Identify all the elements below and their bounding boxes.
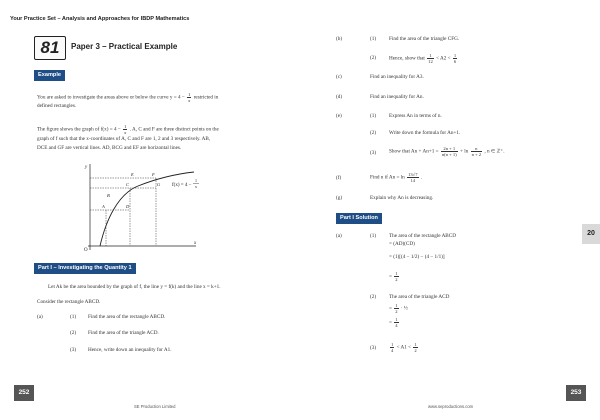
question-a3-text: Hence, write down an inequality for A1. [88,347,172,353]
solution-a-label: (a) [336,233,342,239]
solution-a2-number: (2) [370,294,377,300]
a2-line-2-rhs: · ½ [400,305,408,312]
function-fraction [123,124,127,135]
point-label-b: B [107,193,110,198]
a3-right-den: 2 [414,348,417,353]
figure-line-2: graph of f such that the x-coordinates of A, C and F are 1, 2 and 3 respectively. AB, [37,136,211,142]
question-e3-text [389,146,505,157]
page-number-left: 252 [14,385,34,401]
solution-a1-line-4 [389,271,400,282]
f-start: Find n if An = ln [370,174,405,181]
b2-left-fraction-num: 1 [427,53,434,59]
e3-fraction-2-den: n + 2 [471,152,482,157]
e3-start: Show that An + An+1 = [389,148,439,155]
question-b2-text [389,53,458,64]
a2-line-3-den: 4 [395,323,398,328]
figure-line-1-start: The figure shows the graph of [37,126,100,133]
part1-label: Part I – Investigating the Quantity 1 [34,263,136,274]
a2-line-3-num: 1 [395,317,398,322]
b2-middle: < A2 < [436,55,451,62]
a3-left-den: 4 [391,348,394,353]
e3-fraction-1-den: n(n + 1) [441,152,457,157]
example-label: Example [34,70,65,81]
function-fraction-num: 1 [124,124,127,129]
solution-a1-line-3: = (1)[(4 − 1/2) − (4 − 1/1)] [389,254,445,260]
a2-line-3-lhs: = [389,319,392,326]
solution-a3-number: (3) [370,345,377,351]
intro-line-2: defined rectangles. [37,103,77,109]
point-label-c: C [126,182,130,187]
question-e1-number: (1) [370,113,377,119]
graph-y-label: y [85,165,88,170]
solution-a2-line-3 [389,317,400,328]
figure-line-3: DCE and GF are vertical lines. AD, BCG and EF are horizontal lines. [37,145,182,151]
b2-right-fraction [453,53,457,64]
question-b1-number: (1) [370,36,377,42]
graph-function-num: 1 [195,178,197,183]
a1-line-4-lhs: = [389,273,392,280]
question-e2-text: Write down the formula for An+1. [389,130,461,136]
a3-left-num: 1 [391,342,394,347]
f-fraction-den: 14 [410,178,416,183]
footer-left: SE Production Limited [134,404,176,409]
intro-line-1-end: restricted in [193,94,219,101]
function-fraction-den: x [124,130,127,135]
intro-line-1 [37,92,218,103]
e3-fraction-2-num: n [471,146,482,152]
b2-left-fraction [427,53,434,64]
question-a2-number: (2) [70,330,77,336]
e3-fraction-2 [471,146,482,157]
point-label-a: A [102,204,105,209]
point-label-e: E [131,172,134,177]
a3-right-fraction [413,342,417,353]
a2-line-2-den: 2 [395,309,398,314]
question-d-label: (d) [336,94,343,100]
function-lhs: f(x) = 4 − [100,126,121,133]
question-f-label: (f) [336,175,342,181]
solution-a3-text [389,342,419,353]
b2-left-fraction-den: 12 [428,59,433,64]
curve-equation-lhs: y = 4 − [169,94,185,101]
a1-line-4-num: 1 [395,271,398,276]
b2-right-fraction-den: 6 [453,59,457,64]
question-a-label: (a) [37,314,43,320]
intro-line-1-start: You are asked to investigate the areas above or below the curve [37,94,169,101]
lesson-title: Paper 3 – Practical Example [71,42,178,51]
function-graph [80,160,200,252]
a1-line-4-fraction [394,271,398,282]
point-label-g: G [157,182,161,187]
question-a3-number: (3) [70,347,77,353]
a2-line-3-fraction [394,317,398,328]
footer-right: www.seproductions.com [428,404,474,409]
question-b2-number: (2) [370,55,377,61]
consider-text: Consider the rectangle ABCD. [37,299,101,305]
solution-a2-line-2 [389,303,408,314]
question-d-text: Find an inequality for An. [370,94,424,100]
solution-a1-line-1: The area of the rectangle ABCD [389,233,456,239]
e3-fraction-1-num: 2n + 1 [441,146,458,152]
figure-line-1 [37,124,219,135]
point-label-f: F [152,172,155,177]
a2-line-2-lhs: = [389,305,392,312]
question-a1-number: (1) [70,314,77,320]
a2-line-2-num: 1 [395,303,398,308]
question-e2-number: (2) [370,130,377,136]
chapter-tab: 20 [582,224,600,244]
curve-fraction [187,92,191,103]
a1-line-4-den: 2 [395,277,398,282]
f-fraction [407,172,418,183]
f-fraction-num: 13√7 [408,172,418,177]
point-label-d: D [126,204,130,209]
e3-end: , n ∈ ℤ⁺. [484,148,505,155]
question-b2-start: Hence, show that [389,55,425,62]
question-a1-text: Find the area of the rectangle ABCD. [88,314,166,320]
b2-right-fraction-num: 1 [453,53,457,58]
a3-middle: < A1 < [396,344,412,351]
figure-line-1-end: . A, C and F are three distinct points on the [129,126,219,133]
right-page [300,0,600,420]
question-e1-text: Express An in terms of n. [389,113,442,119]
graph-x-label: x [194,241,197,246]
question-b-label: (b) [336,36,343,42]
e3-middle: + ln [460,148,469,155]
page-number-right: 253 [566,385,586,401]
solution-a2-line-1: The area of the triangle ACD [389,294,450,300]
curve-fraction-num: 1 [188,92,191,97]
question-b1-text: Find the area of the triangle CFG. [389,36,460,42]
curve-fraction-den: x [188,98,191,103]
a3-left-fraction [390,342,394,353]
graph-function-label: f(x) = 4 − [172,183,192,188]
graph-origin-label: O [84,248,88,252]
solution-a1-number: (1) [370,233,377,239]
part1-text: Let Ak be the area bounded by the graph of f, the line y = f(k) and the line x = k+1. [48,284,221,290]
solution-label: Part I Solution [336,213,382,224]
graph-function-den: x [195,184,197,189]
e3-fraction-1 [441,146,458,157]
question-e3-number: (3) [370,150,377,156]
a2-line-2-fraction [394,303,398,314]
question-c-label: (c) [336,74,342,80]
question-f-text [370,172,422,183]
lesson-number-badge: 81 [34,36,66,60]
running-head: Your Practice Set – Analysis and Approaches for IBDP Mathematics [10,16,190,22]
question-e-label: (e) [336,113,342,119]
question-g-text: Explain why An is decreasing. [370,195,434,201]
f-end: . [420,174,423,181]
a3-right-num: 1 [414,342,417,347]
question-a2-text: Find the area of the triangle ACD. [88,330,159,336]
question-g-label: (g) [336,195,343,201]
question-c-text: Find an inequality for A3. [370,74,424,80]
solution-a1-line-2: = (AD)(CD) [389,241,415,247]
